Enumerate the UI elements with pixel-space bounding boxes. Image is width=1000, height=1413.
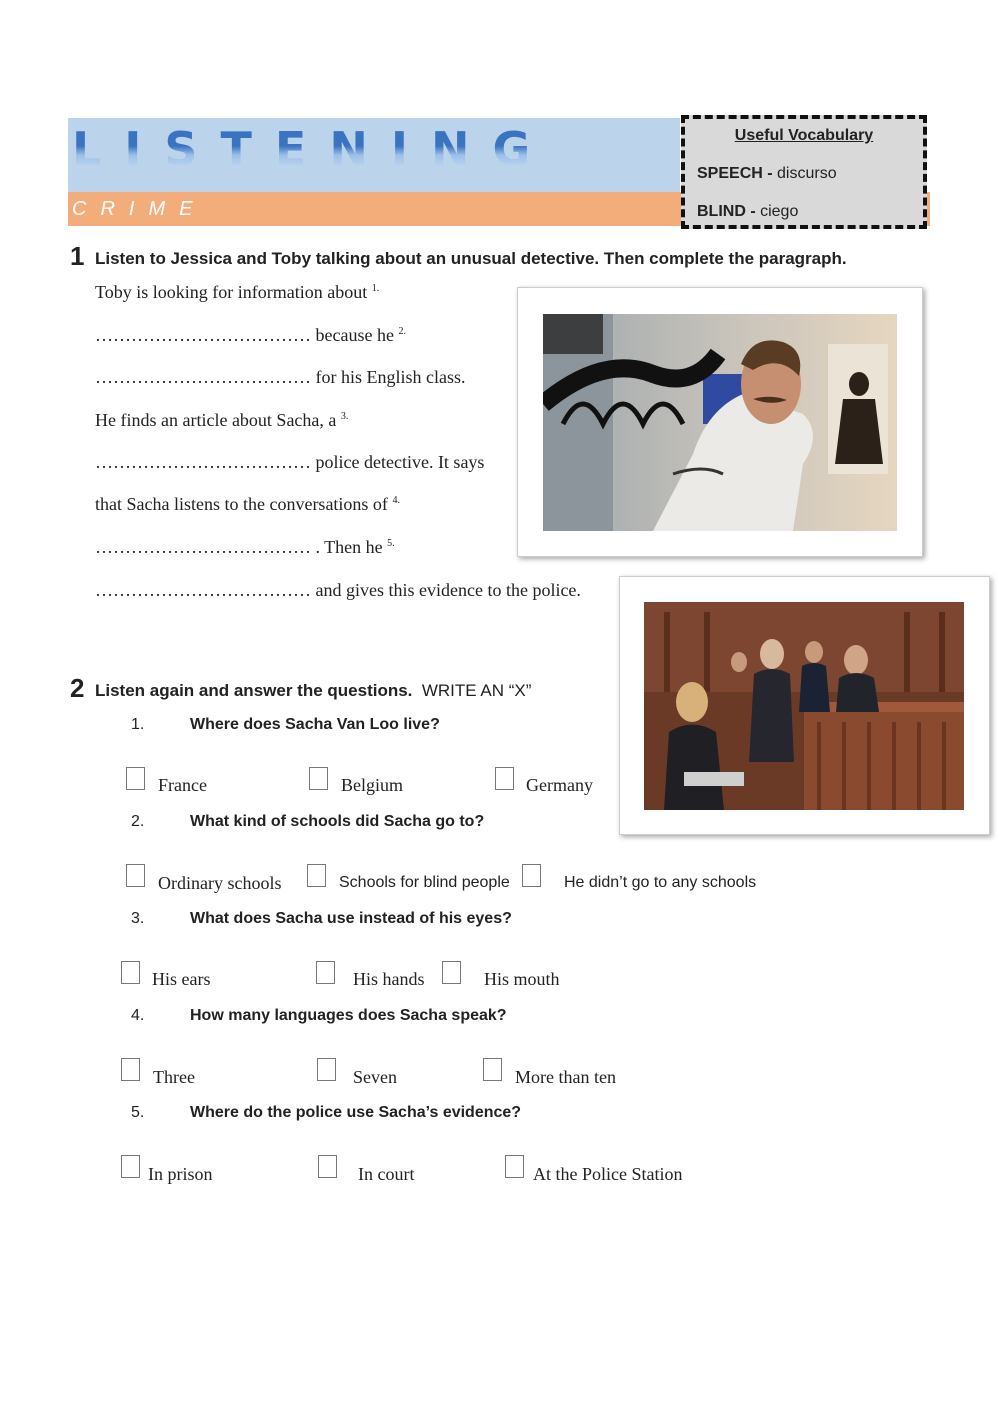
question-text: Where does Sacha Van Loo live?: [190, 716, 440, 733]
answer-option: At the Police Station: [533, 1164, 683, 1184]
answer-checkbox[interactable]: [121, 1058, 140, 1081]
question-text: How many languages does Sacha speak?: [190, 1007, 507, 1024]
answer-checkbox[interactable]: [307, 864, 326, 887]
answer-option: In court: [358, 1164, 415, 1184]
answer-option: In prison: [148, 1164, 213, 1184]
vocab-translation: discurso: [772, 165, 837, 182]
answer-checkbox[interactable]: [318, 1155, 337, 1178]
paragraph-line: Toby is looking for information about $^{1.}$: [95, 282, 380, 302]
answer-checkbox[interactable]: [121, 1155, 140, 1178]
answer-option: France: [158, 775, 207, 795]
question-text: What kind of schools did Sacha go to?: [190, 813, 485, 830]
courtroom-photo-frame: [619, 576, 990, 835]
answer-checkbox[interactable]: [126, 864, 145, 887]
paragraph-line: ……………………………… police detective. It says: [95, 452, 485, 472]
answer-option: His mouth: [484, 969, 560, 989]
paragraph-line: ……………………………… because he $^{2.}$: [95, 325, 406, 345]
question-number: 3.: [131, 910, 145, 927]
courtroom-photo: [644, 602, 964, 810]
answer-checkbox[interactable]: [126, 767, 145, 790]
detective-photo: [543, 314, 897, 531]
answer-checkbox[interactable]: [495, 767, 514, 790]
answer-checkbox[interactable]: [505, 1155, 524, 1178]
question-text: Where do the police use Sacha’s evidence?: [190, 1104, 522, 1121]
question-number: 2.: [131, 813, 145, 830]
answer-option: His hands: [353, 969, 425, 989]
vocabulary-title: Useful Vocabulary: [734, 127, 874, 144]
vocab-item-blind: [697, 203, 798, 221]
question-number: 1.: [131, 716, 145, 733]
answer-option: More than ten: [515, 1067, 616, 1087]
answer-option: He didn’t go to any schools: [564, 874, 757, 891]
instruction-note: WRITE AN “X”: [421, 681, 532, 700]
section-instruction: Listen to Jessica and Toby talking about an unusual detective. Then complete the paragraph.: [95, 249, 847, 268]
paragraph-line: ……………………………… for his English class.: [95, 367, 466, 387]
answer-checkbox[interactable]: [317, 1058, 336, 1081]
section-instruction: Listen again and answer the questions. WRITE AN “X”: [95, 681, 532, 700]
answer-option: Three: [153, 1067, 195, 1087]
answer-checkbox[interactable]: [309, 767, 328, 790]
answer-checkbox[interactable]: [483, 1058, 502, 1081]
paragraph-line: that Sacha listens to the conversations of $^{4.}$: [95, 494, 400, 514]
answer-option: Germany: [526, 775, 593, 795]
page-subtitle: CRIME: [72, 198, 207, 220]
answer-option: Seven: [353, 1067, 397, 1087]
answer-checkbox[interactable]: [316, 961, 335, 984]
vocab-term: SPEECH -: [697, 165, 773, 182]
paragraph-line: ……………………………… and gives this evidence to the police.: [95, 580, 581, 600]
vocab-item-speech: [697, 165, 837, 183]
detective-photo-frame: [517, 287, 923, 557]
vocab-translation: ciego: [755, 203, 799, 220]
answer-option: Schools for blind people: [339, 874, 510, 891]
answer-checkbox[interactable]: [121, 961, 140, 984]
page-title: LISTENING: [72, 118, 553, 180]
question-number: 5.: [131, 1104, 145, 1121]
section-number: 2: [70, 673, 85, 703]
vocabulary-box: [681, 115, 927, 229]
paragraph-line: He finds an article about Sacha, a $^{3.}$: [95, 410, 349, 430]
paragraph-line: ……………………………… . Then he $^{5.}$: [95, 537, 395, 557]
answer-checkbox[interactable]: [442, 961, 461, 984]
answer-option: His ears: [152, 969, 211, 989]
section-number: 1: [70, 241, 85, 271]
answer-option: Ordinary schools: [158, 873, 282, 893]
answer-option: Belgium: [341, 775, 403, 795]
answer-checkbox[interactable]: [522, 864, 541, 887]
question-text: What does Sacha use instead of his eyes?: [190, 910, 512, 927]
question-number: 4.: [131, 1007, 145, 1024]
vocab-term: BLIND -: [697, 203, 756, 220]
